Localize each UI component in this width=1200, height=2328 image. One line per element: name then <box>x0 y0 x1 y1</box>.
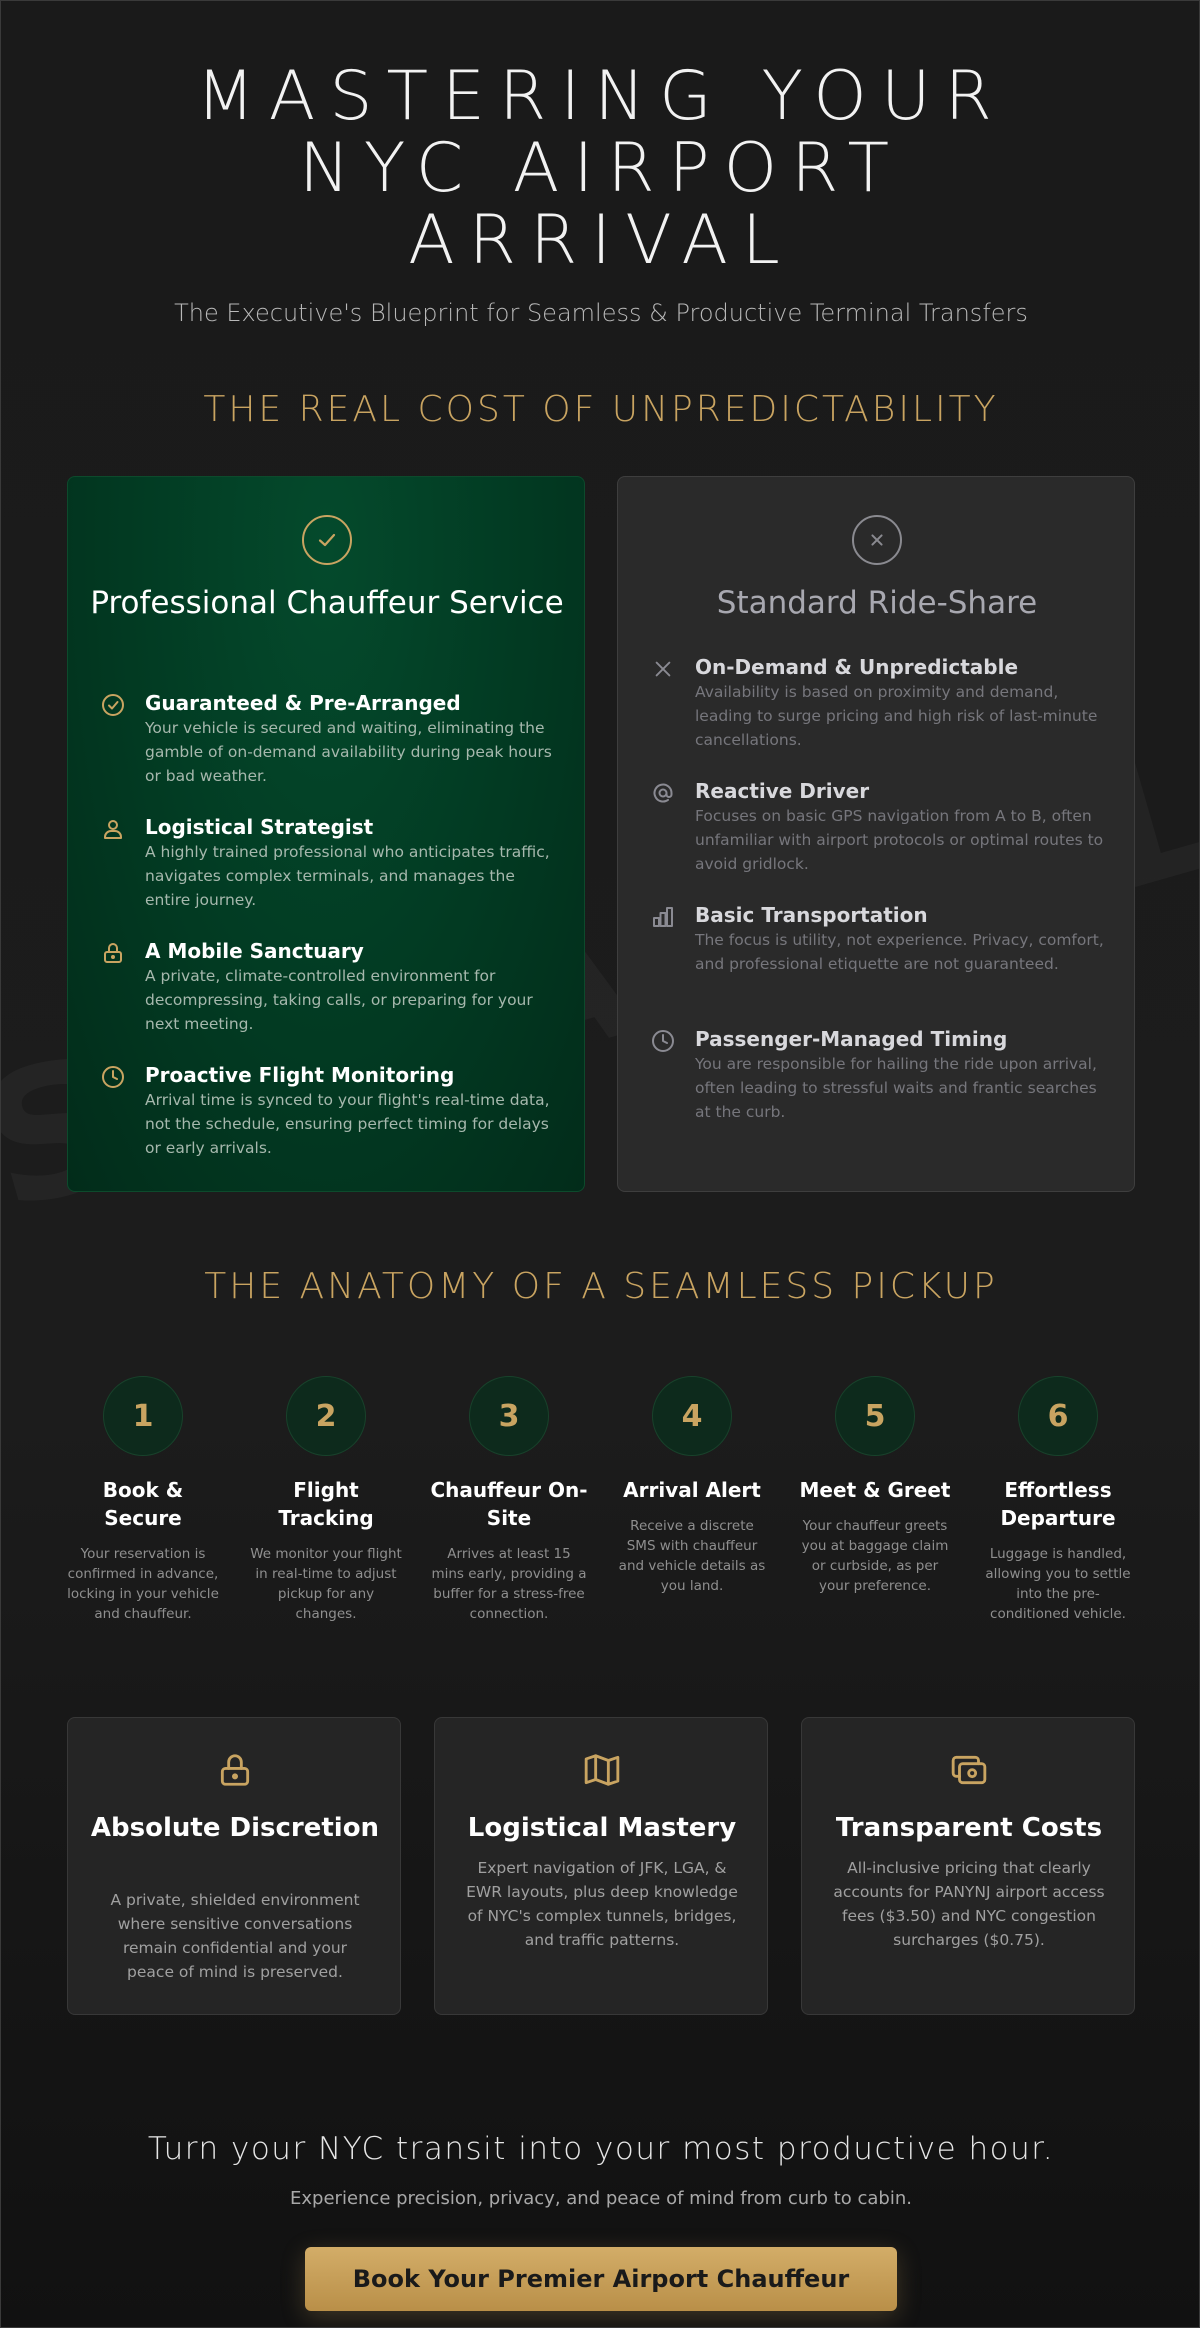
step-description: Your chauffeur greets you at baggage claim or curbside, as per your preference. <box>801 1518 949 1594</box>
feature-item <box>650 778 1110 876</box>
feature-description: Your vehicle is secured and waiting, eliminating the gamble of on-demand availability during peak hours or bad weather. <box>145 719 552 785</box>
feature-item <box>650 1026 1110 1124</box>
step-number: 5 <box>835 1376 915 1456</box>
step-title: Arrival Alert <box>623 1478 761 1502</box>
check-circle-icon <box>302 515 352 565</box>
at-sign-icon <box>650 780 676 806</box>
feature-description: A private, climate-controlled environment for decompressing, taking calls, or preparing for your next meeting. <box>145 967 533 1033</box>
step-description: Luggage is handled, allowing you to settle into the pre-conditioned vehicle. <box>985 1546 1131 1622</box>
professional-chauffeur-card <box>67 476 585 1192</box>
feature-description: Arrival time is synced to your flight's real-time data, not the schedule, ensuring perfect timing for delays or early arrivals. <box>145 1091 550 1157</box>
feature-item <box>650 654 1110 752</box>
step-number: 3 <box>469 1376 549 1456</box>
pickup-step <box>978 1376 1138 1624</box>
hero-title <box>101 57 1101 280</box>
step-title: Flight Tracking <box>278 1478 374 1530</box>
lock-icon <box>215 1750 255 1790</box>
x-icon <box>650 656 676 682</box>
feature-description: Availability is based on proximity and demand, leading to surge pricing and high risk of last-minute cancellations. <box>695 683 1098 749</box>
feature-title: Passenger-Managed Timing <box>695 1027 1008 1051</box>
map-icon <box>582 1750 622 1790</box>
cta-subtitle: Experience precision, privacy, and peace of mind from curb to cabin. <box>290 2188 912 2209</box>
x-circle-icon <box>852 515 902 565</box>
step-title: Effortless Departure <box>1000 1478 1116 1530</box>
hero-title-line: ARRIVAL <box>408 201 794 280</box>
step-title: Meet & Greet <box>799 1478 951 1502</box>
comparison-section-title: THE REAL COST OF UNPREDICTABILITY <box>203 389 999 430</box>
step-number: 4 <box>652 1376 732 1456</box>
pillar-title: Transparent Costs <box>835 1813 1103 1843</box>
check-circle-icon <box>100 692 126 718</box>
feature-item <box>650 902 1110 976</box>
feature-title: Guaranteed & Pre-Arranged <box>145 691 461 715</box>
step-title: Book & Secure <box>102 1478 184 1530</box>
pillar-description: All-inclusive pricing that clearly accounts for PANYNJ airport access fees ($3.50) and NYC congestion surcharges ($0.75). <box>833 1859 1105 1949</box>
feature-title: A Mobile Sanctuary <box>145 939 364 963</box>
hero-subtitle: The Executive's Blueprint for Seamless & Productive Terminal Transfers <box>174 299 1028 327</box>
step-description: Arrives at least 15 mins early, providing a buffer for a stress-free connection. <box>431 1546 587 1622</box>
book-chauffeur-button[interactable]: Book Your Premier Airport Chauffeur <box>305 2247 897 2311</box>
cta-title: Turn your NYC transit into your most productive hour. <box>147 2131 1055 2167</box>
feature-title: Proactive Flight Monitoring <box>145 1063 455 1087</box>
pillar-description: Expert navigation of JFK, LGA, & EWR layouts, plus deep knowledge of NYC's complex tunnels, bridges, and traffic patterns. <box>466 1859 738 1949</box>
pillar-title: Logistical Mastery <box>467 1813 737 1843</box>
feature-title: Logistical Strategist <box>145 815 374 839</box>
anatomy-section-title: THE ANATOMY OF A SEAMLESS PICKUP <box>204 1266 998 1307</box>
user-icon <box>100 816 126 842</box>
pickup-step <box>63 1376 223 1624</box>
feature-item <box>100 690 560 788</box>
feature-description: A highly trained professional who anticipates traffic, navigates complex terminals, and manages the entire journey. <box>145 843 550 909</box>
hero-title-line: NYC AIRPORT <box>299 129 903 208</box>
feature-description: The focus is utility, not experience. Privacy, comfort, and professional etiquette are not guaranteed. <box>695 931 1104 973</box>
pickup-step <box>795 1376 955 1596</box>
pickup-step <box>612 1376 772 1596</box>
pillar-description: A private, shielded environment where sensitive conversations remain confidential and your peace of mind is preserved. <box>110 1891 360 1981</box>
pillar-title: Absolute Discretion <box>90 1813 380 1843</box>
feature-title: On-Demand & Unpredictable <box>695 655 1019 679</box>
card-heading: Standard Ride-Share <box>716 585 1038 621</box>
step-number: 6 <box>1018 1376 1098 1456</box>
feature-item <box>100 1062 560 1160</box>
step-number: 1 <box>103 1376 183 1456</box>
cash-icon <box>949 1750 989 1790</box>
step-description: We monitor your flight in real-time to adjust pickup for any changes. <box>250 1546 402 1622</box>
feature-title: Basic Transportation <box>695 903 928 927</box>
step-description: Your reservation is confirmed in advance, locking in your vehicle and chauffeur. <box>67 1546 219 1622</box>
clock-icon <box>650 1028 676 1054</box>
lock-icon <box>100 940 126 966</box>
pickup-step <box>246 1376 406 1624</box>
card-heading: Professional Chauffeur Service <box>90 585 564 621</box>
feature-item <box>100 814 560 912</box>
pickup-step <box>429 1376 589 1624</box>
step-description: Receive a discrete SMS with chauffeur and vehicle details as you land. <box>618 1518 766 1594</box>
bar-chart-icon <box>650 904 676 930</box>
feature-item <box>100 938 560 1036</box>
feature-description: You are responsible for hailing the ride upon arrival, often leading to stressful waits and frantic searches at the curb. <box>695 1055 1097 1121</box>
hero-title-line: MASTERING YOUR <box>196 57 1006 136</box>
clock-icon <box>100 1064 126 1090</box>
pillar-card <box>434 1717 768 2015</box>
feature-description: Focuses on basic GPS navigation from A to B, often unfamiliar with airport protocols or optimal routes to avoid gridlock. <box>695 807 1104 873</box>
standard-rideshare-card <box>617 476 1135 1192</box>
step-title: Chauffeur On-Site <box>430 1478 588 1530</box>
step-number: 2 <box>286 1376 366 1456</box>
pillar-card <box>801 1717 1135 2015</box>
feature-title: Reactive Driver <box>695 779 870 803</box>
pillar-card <box>67 1717 401 2015</box>
